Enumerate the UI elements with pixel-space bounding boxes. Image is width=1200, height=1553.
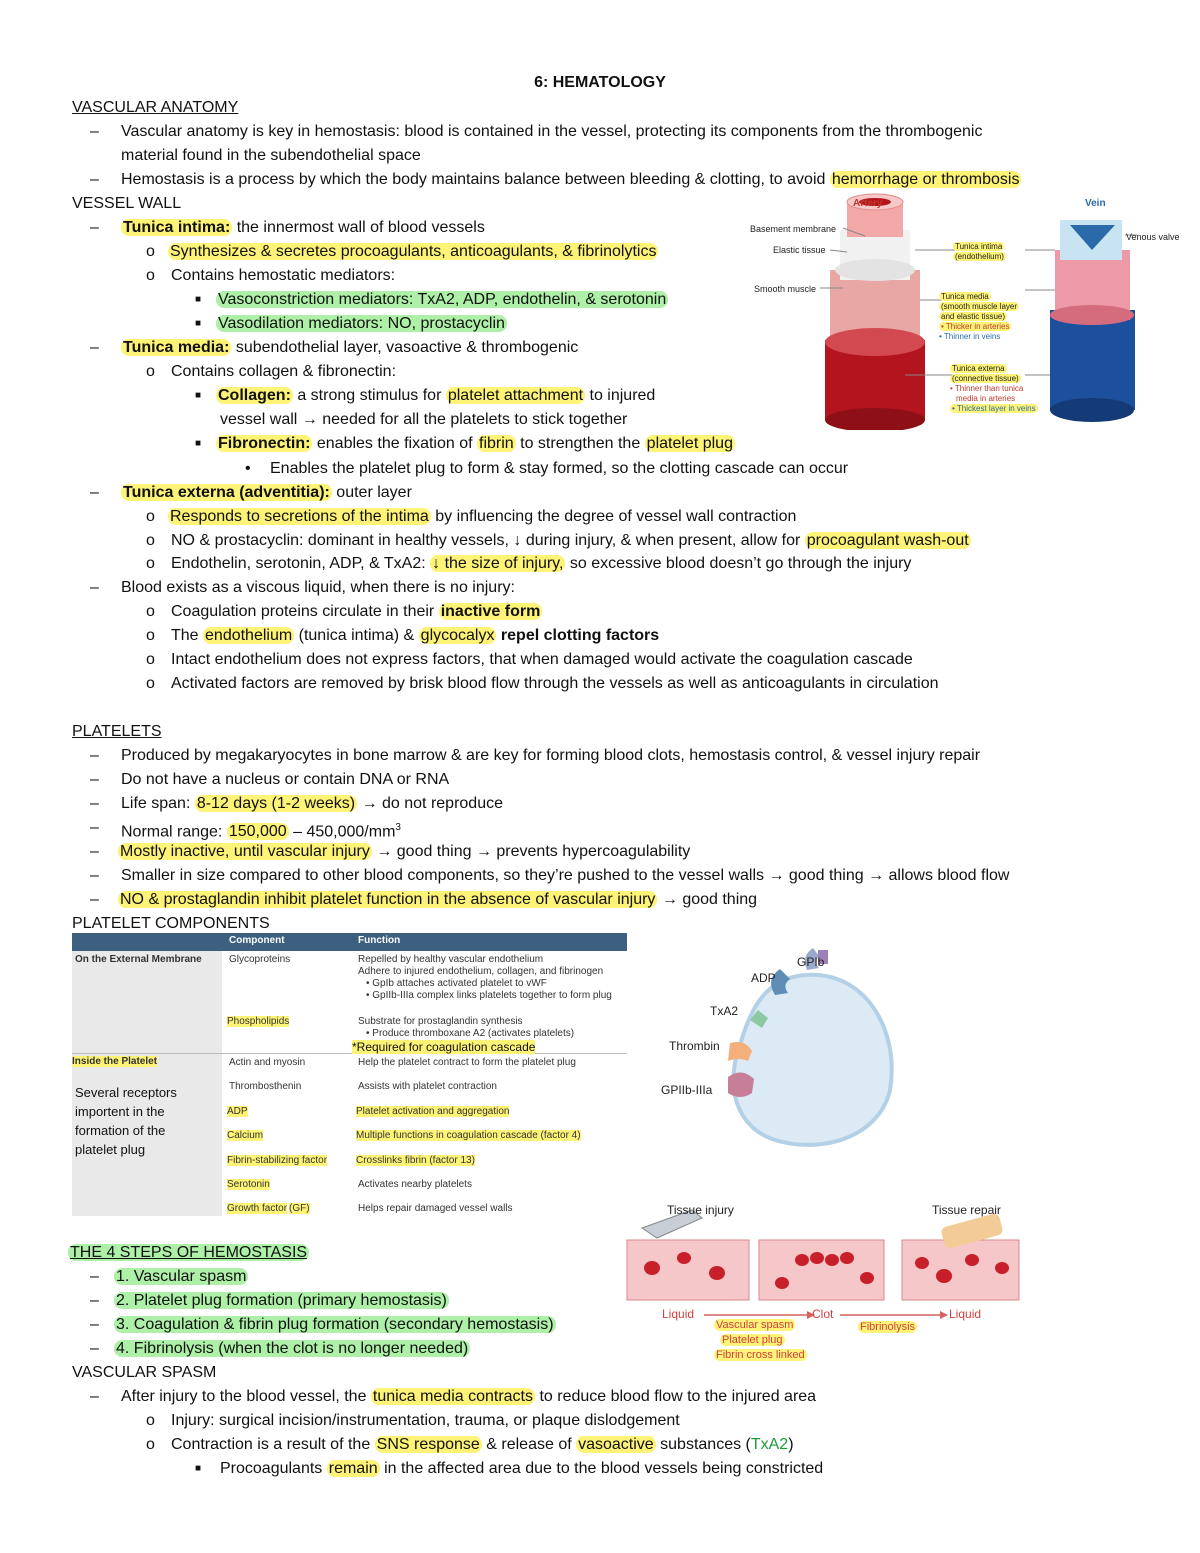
circle-bullet: o xyxy=(146,675,155,692)
step-item: 1. Vascular spasm xyxy=(116,1268,247,1285)
highlight: Fibronectin: xyxy=(218,435,311,452)
text-span: to injured xyxy=(585,387,656,404)
dash-bullet: – xyxy=(90,579,99,596)
highlight: NO & prostaglandin inhibit platelet function in the absence of vascular injury xyxy=(120,891,656,908)
text-line xyxy=(216,434,735,454)
text-span: subendothelial layer, vasoactive & thrombogenic xyxy=(231,339,579,356)
text-span: Contraction is a result of the xyxy=(171,1436,375,1453)
dash-bullet: – xyxy=(90,747,99,764)
step-item: 3. Coagulation & fibrin plug formation (secondary hemostasis) xyxy=(116,1316,554,1333)
highlight: Tunica externa (adventitia): xyxy=(123,484,330,501)
step-item: 2. Platelet plug formation (primary hemostasis) xyxy=(116,1292,447,1309)
text-line xyxy=(171,554,911,574)
required-note: *Required for coagulation cascade xyxy=(352,1040,536,1054)
text-line: Produced by megakaryocytes in bone marrow & are key for forming blood clots, hemostasis control, & vessel injury repair xyxy=(121,747,981,764)
venous-valve-label: Venous valve xyxy=(1126,232,1180,242)
text-span: Hemostasis is a process by which the body maintains balance between bleeding & clotting, to avoid xyxy=(121,171,830,188)
dot-bullet: • xyxy=(245,460,251,477)
function-cell: Help the platelet contract to form the platelet plug xyxy=(358,1057,576,1068)
text-span: (tunica intima) & xyxy=(294,627,419,644)
smooth-muscle-label: Smooth muscle xyxy=(754,284,817,294)
text-span: to reduce blood flow to the injured area xyxy=(535,1388,817,1405)
highlight: Tunica media: xyxy=(123,339,230,356)
section-heading-platelets: PLATELETS xyxy=(72,723,162,740)
text-line xyxy=(171,1435,794,1455)
dash-bullet: – xyxy=(90,819,99,836)
text-span: → good thing xyxy=(657,891,758,908)
superscript: 3 xyxy=(395,822,401,833)
highlight: (connective tissue) xyxy=(952,374,1019,383)
vein-bottom-shape xyxy=(1050,398,1134,422)
circle-bullet: o xyxy=(146,627,155,644)
text-line xyxy=(220,1459,823,1479)
highlight: remain xyxy=(328,1460,378,1477)
dash-bullet: – xyxy=(90,1340,99,1357)
highlight: glycocalyx xyxy=(420,627,495,644)
text-span: → good thing → prevents hypercoagulability xyxy=(371,843,691,860)
highlight: ↓ the size of injury, xyxy=(432,555,564,572)
note-line: importent in the xyxy=(75,1104,165,1119)
text-line xyxy=(121,794,503,814)
square-bullet: ■ xyxy=(195,294,202,305)
component-cell: Phospholipids xyxy=(227,1016,290,1027)
highlight: Tunica media xyxy=(941,292,989,301)
circle-bullet: o xyxy=(146,603,155,620)
highlight: Responds to secretions of the intima xyxy=(170,508,429,525)
column-header-function: Function xyxy=(358,935,401,946)
text-span: ) xyxy=(788,1436,794,1453)
highlight: Tunica intima: xyxy=(123,219,231,236)
function-cell: Crosslinks fibrin (factor 13) xyxy=(356,1155,475,1166)
text-line: vessel wall → needed for all the platelets to stick together xyxy=(220,411,628,428)
function-line: Substrate for prostaglandin synthesis xyxy=(358,1016,523,1027)
text-span: to strengthen the xyxy=(515,435,645,452)
function-cell xyxy=(358,954,612,1002)
text-span: • Thinner in veins xyxy=(939,332,1001,341)
text-span: by influencing the degree of vessel wall contraction xyxy=(430,508,797,525)
circle-bullet: o xyxy=(146,651,155,668)
function-line: • Produce thromboxane A2 (activates platelets) xyxy=(366,1028,575,1039)
vein-rim-shape xyxy=(1050,305,1134,325)
text-span: Coagulation proteins circulate in their xyxy=(171,603,439,620)
text-line: material found in the subendothelial space xyxy=(121,147,421,164)
text-line xyxy=(216,314,507,334)
square-bullet: ■ xyxy=(195,438,202,449)
highlight: Mostly inactive, until vascular injury xyxy=(120,843,370,860)
highlight: (smooth muscle layer xyxy=(941,302,1018,311)
artery-rim-shape xyxy=(825,328,925,356)
dash-bullet: – xyxy=(90,843,99,860)
highlight: Collagen: xyxy=(218,387,291,404)
section-heading-vessel-wall: VESSEL WALL xyxy=(72,195,182,212)
component-cell: Growth factor xyxy=(227,1203,288,1214)
tissue-repair-label: Tissue repair xyxy=(932,1203,1001,1217)
vein-externa-shape xyxy=(1050,310,1135,410)
media-label xyxy=(939,292,1019,342)
highlight: 8-12 days (1-2 weeks) xyxy=(196,795,356,812)
liquid-label-1: Liquid xyxy=(662,1307,695,1321)
section-heading-hemostasis-steps: THE 4 STEPS OF HEMOSTASIS xyxy=(70,1244,308,1261)
text-line: Enables the platelet plug to form & stay formed, so the clotting cascade can occur xyxy=(270,460,849,477)
dash-bullet: – xyxy=(90,1268,99,1285)
dash-bullet: – xyxy=(90,1388,99,1405)
text-line: Do not have a nucleus or contain DNA or RNA xyxy=(121,771,450,788)
highlight: • Thickest layer in veins xyxy=(952,404,1036,413)
highlight: (endothelium) xyxy=(955,252,1004,261)
dash-bullet: – xyxy=(90,1316,99,1333)
text-span: enables the fixation of xyxy=(312,435,477,452)
dash-bullet: – xyxy=(90,171,99,188)
platelet-components-table xyxy=(72,933,627,1216)
text-line xyxy=(171,626,659,646)
function-cell xyxy=(358,1016,574,1040)
highlight: procoagulant wash-out xyxy=(806,532,969,549)
text-span: After injury to the blood vessel, the xyxy=(121,1388,371,1405)
text-span: → do not reproduce xyxy=(357,795,503,812)
clot-label: Clot xyxy=(812,1307,834,1321)
text-span: Procoagulants xyxy=(220,1460,327,1477)
function-cell: Activates nearby platelets xyxy=(358,1179,472,1190)
text-line xyxy=(121,218,485,238)
highlight: platelet plug xyxy=(646,435,733,452)
vessel-segment-2 xyxy=(759,1240,884,1300)
step-item: 4. Fibrinolysis (when the clot is no longer needed) xyxy=(116,1340,469,1357)
dash-bullet: – xyxy=(90,891,99,908)
section-heading-platelet-components: PLATELET COMPONENTS xyxy=(72,915,270,932)
text-line xyxy=(216,386,655,406)
highlight: Vasodilation mediators: NO, prostacyclin xyxy=(218,315,505,332)
text-span: Normal range: xyxy=(121,823,227,841)
dash-bullet: – xyxy=(90,1292,99,1309)
adp-label: ADP xyxy=(751,971,776,985)
group-inside-platelet: Inside the Platelet xyxy=(72,1056,158,1067)
text-span: outer layer xyxy=(331,484,412,501)
text-line xyxy=(121,338,578,358)
text-span: in the affected area due to the blood vessels being constricted xyxy=(379,1460,824,1477)
component-cell: Thrombosthenin xyxy=(229,1081,302,1092)
externa-label xyxy=(950,364,1038,414)
function-cell: Platelet activation and aggregation xyxy=(356,1106,510,1117)
highlight: Platelet plug xyxy=(722,1334,783,1346)
table-header xyxy=(72,933,627,951)
highlight: SNS response xyxy=(376,1436,480,1453)
component-cell: Actin and myosin xyxy=(229,1057,306,1068)
component-cell: Calcium xyxy=(227,1130,264,1141)
text-line: Intact endothelium does not express factors, that when damaged would activate the coagulation cascade xyxy=(171,651,913,668)
text-line xyxy=(121,483,412,503)
function-line: Adhere to injured endothelium, collagen, and fibrinogen xyxy=(358,966,604,977)
square-bullet: ■ xyxy=(195,318,202,329)
circle-bullet: o xyxy=(146,243,155,260)
text-span: substances ( xyxy=(655,1436,751,1453)
clot-stages-label xyxy=(714,1318,807,1363)
gpiib-receptor-shape xyxy=(728,1072,754,1097)
highlight: endothelium xyxy=(205,627,293,644)
page-title: 6: HEMATOLOGY xyxy=(534,74,666,91)
dash-bullet: – xyxy=(90,484,99,501)
dash-bullet: – xyxy=(90,795,99,812)
hemostasis-process-figure xyxy=(622,1198,1022,1368)
dash-bullet: – xyxy=(90,219,99,236)
function-cell: Assists with platelet contraction xyxy=(358,1081,497,1092)
artery-vein-figure xyxy=(745,190,1190,430)
function-line: • GpIIb-IIIa complex links platelets together to form plug xyxy=(366,990,612,1001)
highlight: platelet attachment xyxy=(447,387,584,404)
gpib-label: GPIb xyxy=(797,955,825,969)
note-line: formation of the xyxy=(75,1123,166,1138)
note-line: Several receptors xyxy=(75,1085,177,1100)
highlight: Tunica intima xyxy=(955,242,1003,251)
circle-bullet: o xyxy=(146,363,155,380)
function-cell: Multiple functions in coagulation cascade (factor 4) xyxy=(356,1130,581,1141)
text-span: repel clotting factors xyxy=(496,627,660,644)
text-line xyxy=(168,507,796,527)
text-span: Life span: xyxy=(121,795,195,812)
circle-bullet: o xyxy=(146,555,155,572)
text-line xyxy=(118,842,690,862)
table-divider xyxy=(72,1053,627,1054)
square-bullet: ■ xyxy=(195,390,202,401)
column-header-component: Component xyxy=(229,935,285,946)
text-span: NO & prostacyclin: dominant in healthy vessels, ↓ during injury, & when present, allow for xyxy=(171,532,805,549)
highlight: fibrin xyxy=(479,435,514,452)
square-bullet: ■ xyxy=(195,1463,202,1474)
highlight: Synthesizes & secretes procoagulants, anticoagulants, & fibrinolytics xyxy=(170,243,657,260)
component-cell: Fibrin-stabilizing factor xyxy=(227,1155,328,1166)
text-line: Injury: surgical incision/instrumentation, trauma, or plaque dislodgement xyxy=(171,1412,680,1429)
highlight: Fibrin cross linked xyxy=(716,1349,805,1361)
highlight: Vascular spasm xyxy=(716,1319,794,1331)
hemostasis-illustration xyxy=(622,1198,1022,1368)
section-heading-vascular-spasm: VASCULAR SPASM xyxy=(72,1364,217,1381)
highlight: tunica media contracts xyxy=(372,1388,533,1405)
text-span: TxA2 xyxy=(750,1436,789,1453)
text-line xyxy=(171,531,971,551)
text-line xyxy=(121,1387,816,1407)
text-line xyxy=(121,818,401,842)
text-span: – 450,000/mm xyxy=(288,823,396,841)
gf-abbr: (GF) xyxy=(289,1203,310,1214)
dash-bullet: – xyxy=(90,771,99,788)
receptor-note xyxy=(75,1083,177,1159)
platelet-cell-shape xyxy=(733,975,891,1145)
text-line xyxy=(121,170,1021,190)
text-line: Smaller in size compared to other blood components, so they’re pushed to the vessel walls → good thing → allows blood flow xyxy=(121,867,1010,884)
artery-label: Artery xyxy=(853,198,883,209)
liquid-label-2: Liquid xyxy=(949,1307,982,1321)
function-line: Repelled by healthy vascular endothelium xyxy=(358,954,544,965)
artery-elastic-rim xyxy=(835,259,915,281)
text-span: • Thinner than tunica xyxy=(950,384,1024,393)
highlight: hemorrhage or thrombosis xyxy=(831,171,1020,188)
highlight: and elastic tissue) xyxy=(941,312,1006,321)
text-span: the innermost wall of blood vessels xyxy=(232,219,485,236)
component-cell: ADP xyxy=(227,1106,248,1117)
text-line xyxy=(168,242,658,262)
tissue-injury-label: Tissue injury xyxy=(667,1203,734,1217)
text-line: Contains collagen & fibronectin: xyxy=(171,363,397,380)
text-line: Activated factors are removed by brisk blood flow through the vessels as well as anticoagulants in circulation xyxy=(171,675,939,692)
intima-label xyxy=(953,242,1006,262)
text-span: so excessive blood doesn’t go through the injury xyxy=(565,555,912,572)
elastic-tissue-label: Elastic tissue xyxy=(773,245,826,255)
circle-bullet: o xyxy=(146,532,155,549)
component-cell: Serotonin xyxy=(227,1179,270,1190)
text-span: a strong stimulus for xyxy=(292,387,446,404)
dash-bullet: – xyxy=(90,339,99,356)
thrombin-label: Thrombin xyxy=(669,1039,720,1053)
circle-bullet: o xyxy=(146,267,155,284)
text-span: Endothelin, serotonin, ADP, & TxA2: xyxy=(171,555,431,572)
highlight: • Thicker in arteries xyxy=(941,322,1010,331)
section-heading-vascular-anatomy: VASCULAR ANATOMY xyxy=(72,99,239,116)
circle-bullet: o xyxy=(146,1412,155,1429)
function-line: • GpIb attaches activated platelet to vWF xyxy=(366,978,547,989)
highlight: Vasoconstriction mediators: TxA2, ADP, endothelin, & serotonin xyxy=(218,291,667,308)
text-span: & release of xyxy=(481,1436,577,1453)
basement-membrane-label: Basement membrane xyxy=(750,224,837,234)
gpiib-label: GPIIb-IIIa xyxy=(661,1083,713,1097)
fibrinolysis-label: Fibrinolysis xyxy=(860,1321,916,1333)
group-external-membrane: On the External Membrane xyxy=(75,954,202,965)
circle-bullet: o xyxy=(146,508,155,525)
text-line xyxy=(216,290,668,310)
text-span: The xyxy=(171,627,204,644)
text-span: media in arteries xyxy=(956,394,1016,403)
note-line: platelet plug xyxy=(75,1142,146,1157)
text-line: Blood exists as a viscous liquid, when there is no injury: xyxy=(121,579,515,596)
function-cell: Helps repair damaged vessel walls xyxy=(358,1203,513,1214)
highlight: Tunica externa xyxy=(952,364,1005,373)
dash-bullet: – xyxy=(90,867,99,884)
arrow-head-2 xyxy=(940,1311,948,1319)
component-cell: Glycoproteins xyxy=(229,954,291,965)
text-line xyxy=(118,890,757,910)
highlight: vasoactive xyxy=(578,1436,654,1453)
txa2-label: TxA2 xyxy=(710,1004,739,1018)
text-line: Contains hemostatic mediators: xyxy=(171,267,396,284)
vein-label: Vein xyxy=(1085,198,1106,209)
platelet-receptor-figure xyxy=(655,945,915,1155)
highlight: inactive form xyxy=(440,603,541,620)
circle-bullet: o xyxy=(146,1436,155,1453)
dash-bullet: – xyxy=(90,123,99,140)
text-line xyxy=(171,602,542,622)
text-line: Vascular anatomy is key in hemostasis: blood is contained in the vessel, protecting its components from the thrombogenic xyxy=(121,123,983,140)
highlight: 150,000 xyxy=(228,823,287,841)
